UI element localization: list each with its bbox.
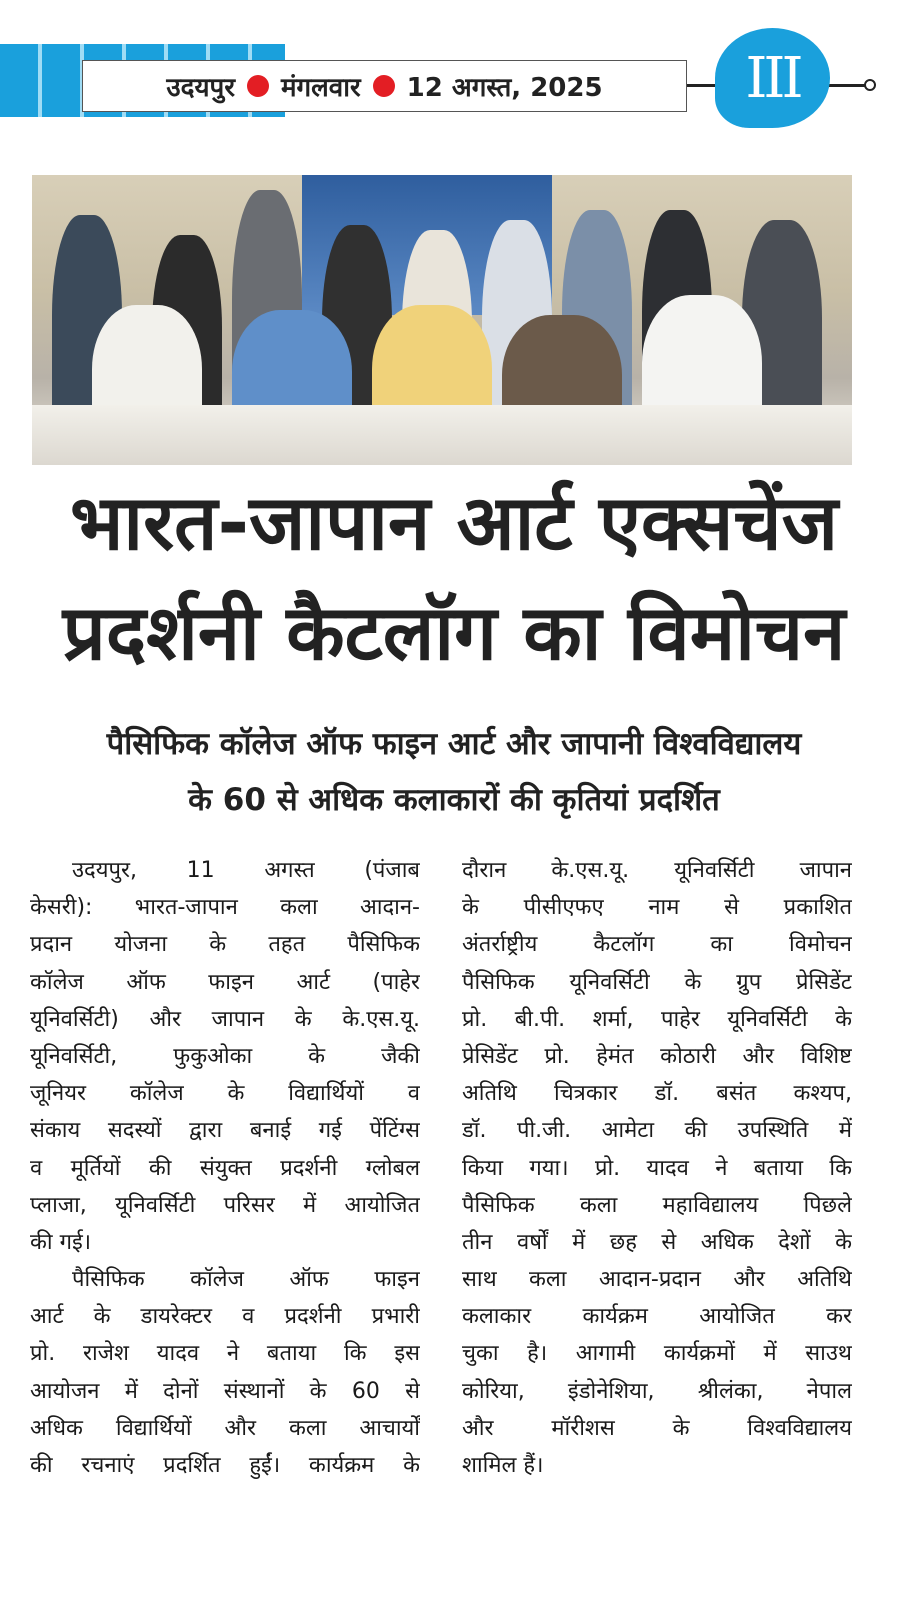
subheadline-line-1: पैसिफिक कॉलेज ऑफ फाइन आर्ट और जापानी विश्वविद्यालय xyxy=(106,726,802,762)
article-line: के पीसीएफए नाम से प्रकाशित xyxy=(462,895,852,921)
article-column-left xyxy=(30,852,420,1484)
article-line: कॉलेज ऑफ फाइन आर्ट (पाहेर xyxy=(30,969,420,995)
page-number-badge: III xyxy=(715,28,830,128)
article-line: पैसिफिक यूनिवर्सिटी के ग्रुप प्रेसिडेंट xyxy=(462,969,852,995)
article-line: अतिथि चित्रकार डॉ. बसंत कश्यप, xyxy=(462,1081,852,1107)
article-line: शामिल हैं। xyxy=(462,1453,544,1478)
article-line: केसरी): भारत-जापान कला आदान- xyxy=(30,895,420,921)
bullet-icon xyxy=(247,75,269,97)
article-line: पैसिफिक कला महाविद्यालय पिछले xyxy=(462,1192,852,1218)
article-line: अंतर्राष्ट्रीय कैटलॉग का विमोचन xyxy=(462,932,852,958)
article-line: व मूर्तियों की संयुक्त प्रदर्शनी ग्लोबल xyxy=(30,1155,420,1181)
headline-line-2: प्रदर्शनी कैटलॉग का विमोचन xyxy=(62,588,846,677)
article-line: तीन वर्षों में छह से अधिक देशों के xyxy=(462,1229,852,1255)
article-line: प्रदान योजना के तहत पैसिफिक xyxy=(30,932,420,958)
article-line: की रचनाएं प्रदर्शित हुईं। कार्यक्रम के xyxy=(30,1453,420,1478)
subheadline-line-2: के 60 से अधिक कलाकारों की कृतियां प्रदर्शित xyxy=(188,782,720,818)
news-photo xyxy=(32,175,852,465)
article-line: प्लाजा, यूनिवर्सिटी परिसर में आयोजित xyxy=(30,1192,420,1218)
article-line: आयोजन में दोनों संस्थानों के 60 से xyxy=(30,1378,420,1404)
article-line: आर्ट के डायरेक्टर व प्रदर्शनी प्रभारी xyxy=(30,1304,420,1330)
article-line: डॉ. पी.जी. आमेटा की उपस्थिति में xyxy=(462,1118,852,1144)
article-line: पैसिफिक कॉलेज ऑफ फाइन xyxy=(72,1267,420,1293)
masthead-rule-end xyxy=(864,79,876,91)
article-line: और मॉरीशस के विश्वविद्यालय xyxy=(462,1415,852,1441)
article-line: किया गया। प्रो. यादव ने बताया कि xyxy=(462,1155,852,1181)
article-line: प्रो. राजेश यादव ने बताया कि इस xyxy=(30,1341,420,1367)
article-line: कलाकार कार्यक्रम आयोजित कर xyxy=(462,1304,852,1330)
dateline-day: मंगलवार xyxy=(280,73,361,103)
article-line: उदयपुर, 11 अगस्त (पंजाब xyxy=(72,858,420,883)
article-line: कोरिया, इंडोनेशिया, श्रीलंका, नेपाल xyxy=(462,1378,852,1404)
dateline-city: उदयपुर xyxy=(166,73,235,103)
article-line: संकाय सदस्यों द्वारा बनाई गई पेंटिंग्स xyxy=(30,1118,420,1144)
article-line: अधिक विद्यार्थियों और कला आचार्यों xyxy=(30,1415,420,1441)
headline-line-1: भारत-जापान आर्ट एक्सचेंज xyxy=(69,478,839,567)
photo-table xyxy=(32,405,852,465)
article-line: की गई। xyxy=(30,1229,92,1255)
dateline-date: 12 अगस्त, 2025 xyxy=(406,73,603,103)
article-line: जूनियर कॉलेज के विद्यार्थियों व xyxy=(30,1081,420,1107)
article-column-right xyxy=(462,852,852,1484)
bullet-icon xyxy=(373,75,395,97)
article-line: चुका है। आगामी कार्यक्रमों में साउथ xyxy=(462,1341,852,1367)
article-line: यूनिवर्सिटी, फुकुओका के जैकी xyxy=(30,1043,420,1069)
article-line: प्रेसिडेंट प्रो. हेमंत कोठारी और विशिष्ट xyxy=(462,1043,852,1069)
article-line: प्रो. बी.पी. शर्मा, पाहेर यूनिवर्सिटी के xyxy=(462,1006,852,1032)
article-line: यूनिवर्सिटी) और जापान के के.एस.यू. xyxy=(30,1006,420,1032)
article-line: दौरान के.एस.यू. यूनिवर्सिटी जापान xyxy=(462,858,852,883)
dateline-box xyxy=(82,60,687,112)
article-line: साथ कला आदान-प्रदान और अतिथि xyxy=(462,1267,852,1293)
